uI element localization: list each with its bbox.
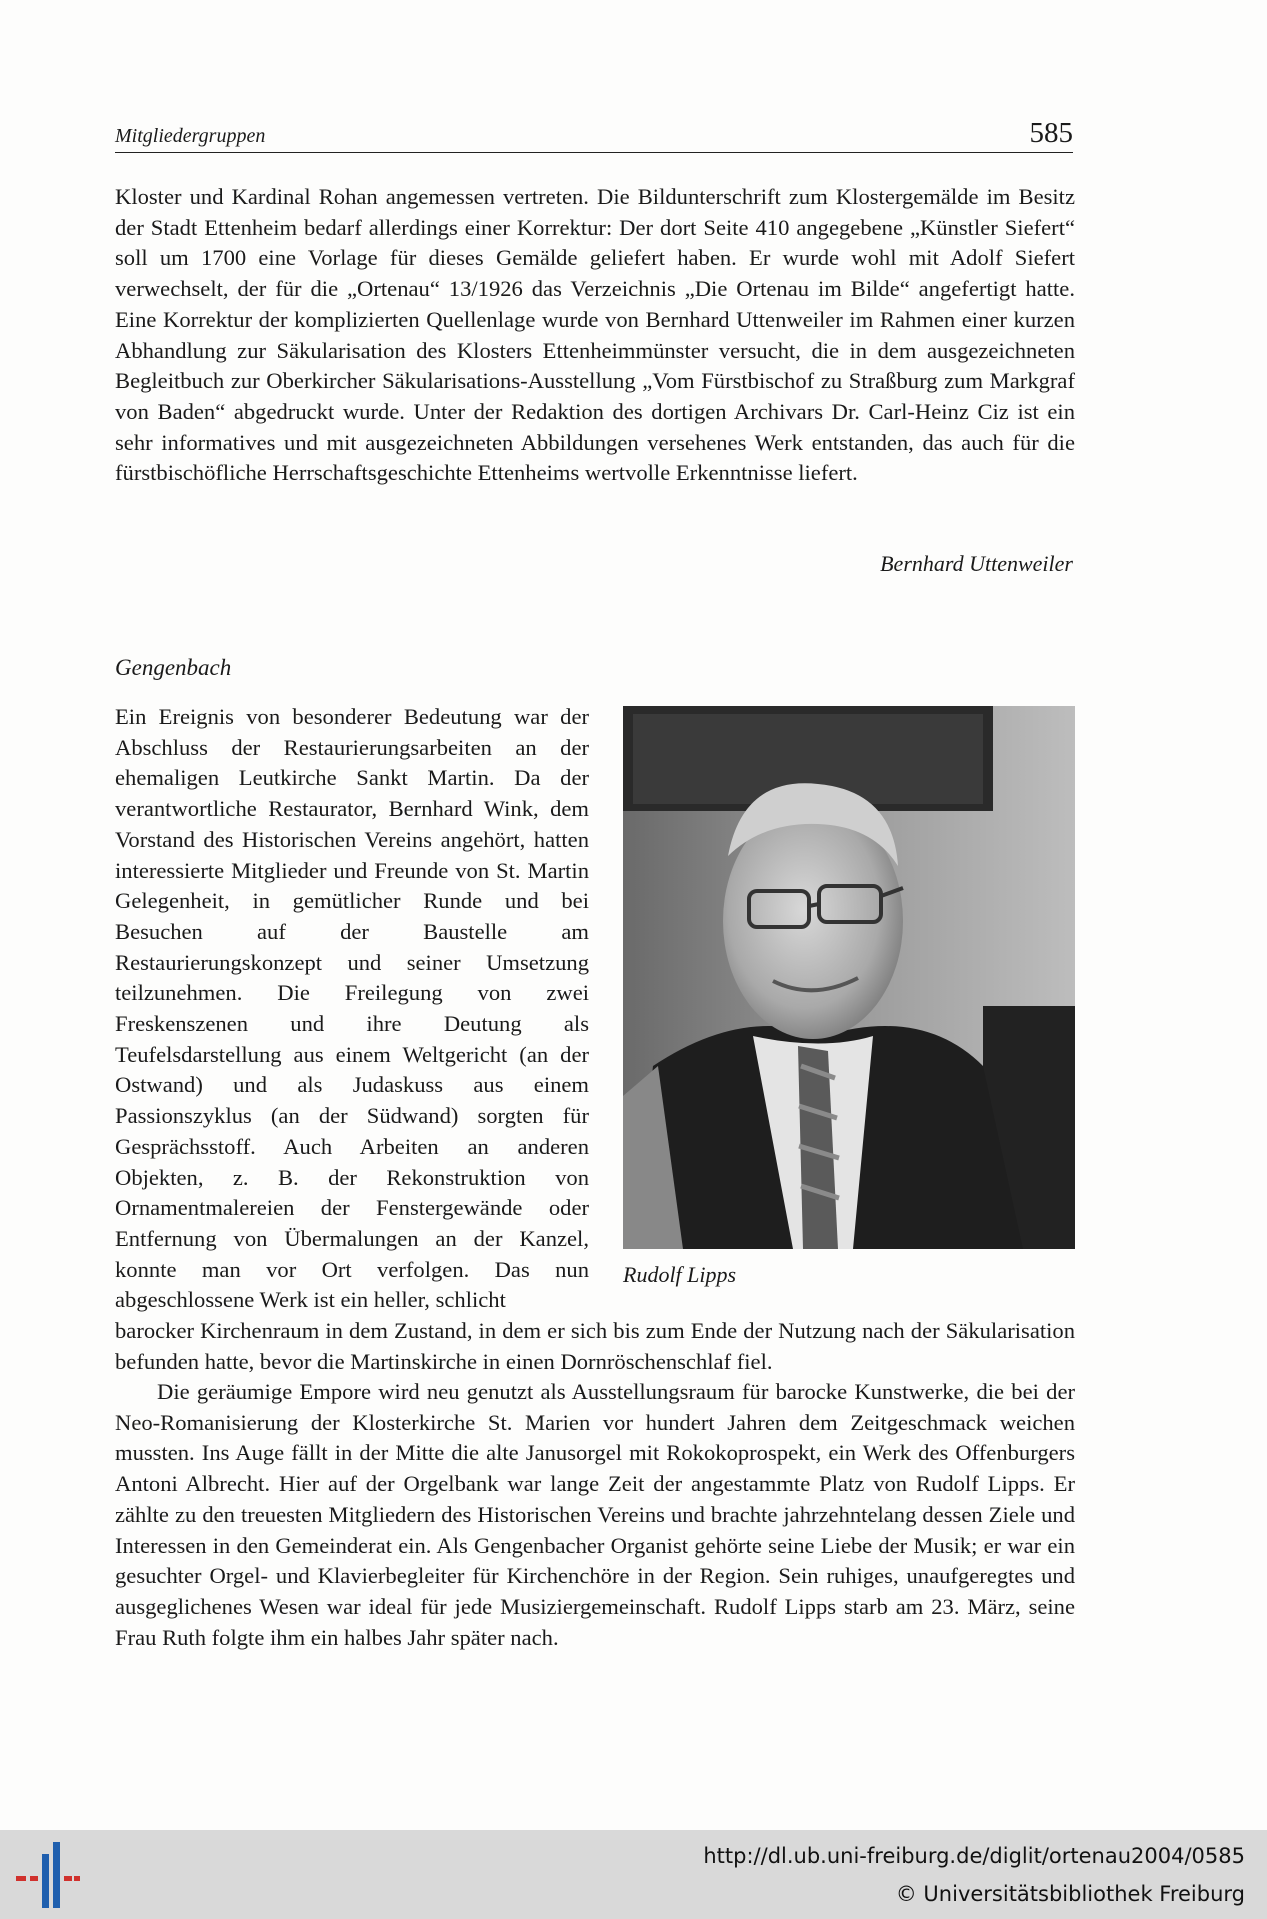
running-head xyxy=(115,116,1073,153)
library-logo xyxy=(16,1842,80,1908)
page-number: 585 xyxy=(1029,117,1073,149)
copyright-text: © Universitätsbibliothek Freiburg xyxy=(895,1882,1245,1906)
paragraph-column: Ein Ereignis von besonderer Bedeutung war der Abschluss der Restaurierungsarbeiten an der ehemaligen Leutkirche Sankt Martin. Da der verantwortliche Restaurator, Bernhard Wink, dem Vorstand des Historischen Vereins angehört, hatten interessierte Mitglieder und Freunde von St. Martin Gelegenheit, in gemütlicher Runde und bei Besuchen auf der Baustelle am Restaurierungskonzept und seiner Umsetzung teilzunehmen. Die Freilegung von zwei Freskenszenen und ihre Deutung als Teufelsdarstellung aus einem Weltgericht (an der Ostwand) und als Judaskuss aus einem Passionszyklus (an der Südwand) sorgten für Gesprächsstoff. Auch Arbeiten an anderen Objekten, z. B. der Rekonstruktion von Ornamentmalereien der Fenstergewände oder Entfernung von Übermalungen an der Kanzel, konnte man vor Ort verfolgen. Das nun abgeschlossene Werk ist ein heller, schlicht xyxy=(115,704,589,1313)
portrait-photo xyxy=(623,706,1075,1249)
paragraph: Kloster und Kardinal Rohan angemessen vertreten. Die Bildunterschrift zum Klostergemälde im Besitz der Stadt Ettenheim bedarf allerdings einer Korrektur: Der dort Seite 410 angegebene „Künstler Siefert“ soll um 1700 eine Vorlage für dieses Gemälde geliefert haben. Er wurde wohl mit Adolf Siefert verwechselt, der für die „Ortenau“ 13/1926 das Verzeichnis „Die Ortenau im Bilde“ angefertigt hatte. Eine Korrektur der komplizierten Quellenlage wurde von Bernhard Uttenweiler im Rahmen einer kurzen Abhandlung zur Säkularisation des Klosters Ettenheimmünster versucht, die in dem ausgezeichneten Begleitbuch zur Oberkircher Säkularisations-Ausstellung „Vom Fürstbischof zu Straßburg zum Markgraf von Baden“ abgedruckt wurde. Unter der Redaktion des dortigen Archivars Dr. Carl-Heinz Ciz ist ein sehr informatives und mit ausgezeichneten Abbildungen versehenes Werk entstanden, das auch für die fürstbischöfliche Herrschaftsgeschichte Ettenheims wertvolle Erkenntnisse liefert. xyxy=(115,184,1075,486)
paragraph-continuation: barocker Kirchenraum in dem Zustand, in dem er sich bis zum Ende der Nutzung nach der Säkularisation befunden hatte, bevor die Martinskirche in einen Dornröschenschlaf fiel. xyxy=(115,1318,1075,1374)
footer-bar xyxy=(0,1830,1267,1919)
section-heading: Gengenbach xyxy=(115,655,232,680)
photo-caption: Rudolf Lipps xyxy=(623,1262,737,1287)
paragraph: Die geräumige Empore wird neu genutzt als Ausstellungsraum für barocke Kunstwerke, die bei der Neo-Romanisierung der Klosterkirche St. Marien vor hundert Jahren dem Zeitgeschmack weichen mussten. Ins Auge fällt in der Mitte die alte Janusorgel mit Rokokoprospekt, ein Werk des Offenburgers Antoni Albrecht. Hier auf der Orgelbank war lange Zeit der angestammte Platz von Rudolf Lipps. Er zählte zu den treuesten Mitgliedern des Historischen Vereins und brachte jahrzehntelang dessen Ziele und Interessen in den Gemeinderat ein. Als Gengenbacher Organist gehörte seine Liebe der Musik; er war ein gesuchter Orgel- und Klavierbegleiter für Kirchenchöre in der Region. Sein ruhiges, unaufgeregtes und ausgeglichenes Wesen war ideal für jede Musiziergemeinschaft. Rudolf Lipps starb am 23. März, seine Frau Ruth folgte ihm ein halbes Jahr später nach. xyxy=(115,1379,1075,1650)
source-url-link[interactable]: http://dl.ub.uni-freiburg.de/diglit/ortenau2004/0585 xyxy=(703,1844,1245,1868)
section-title: Mitgliedergruppen xyxy=(115,125,266,147)
author-signature: Bernhard Uttenweiler xyxy=(880,551,1073,576)
